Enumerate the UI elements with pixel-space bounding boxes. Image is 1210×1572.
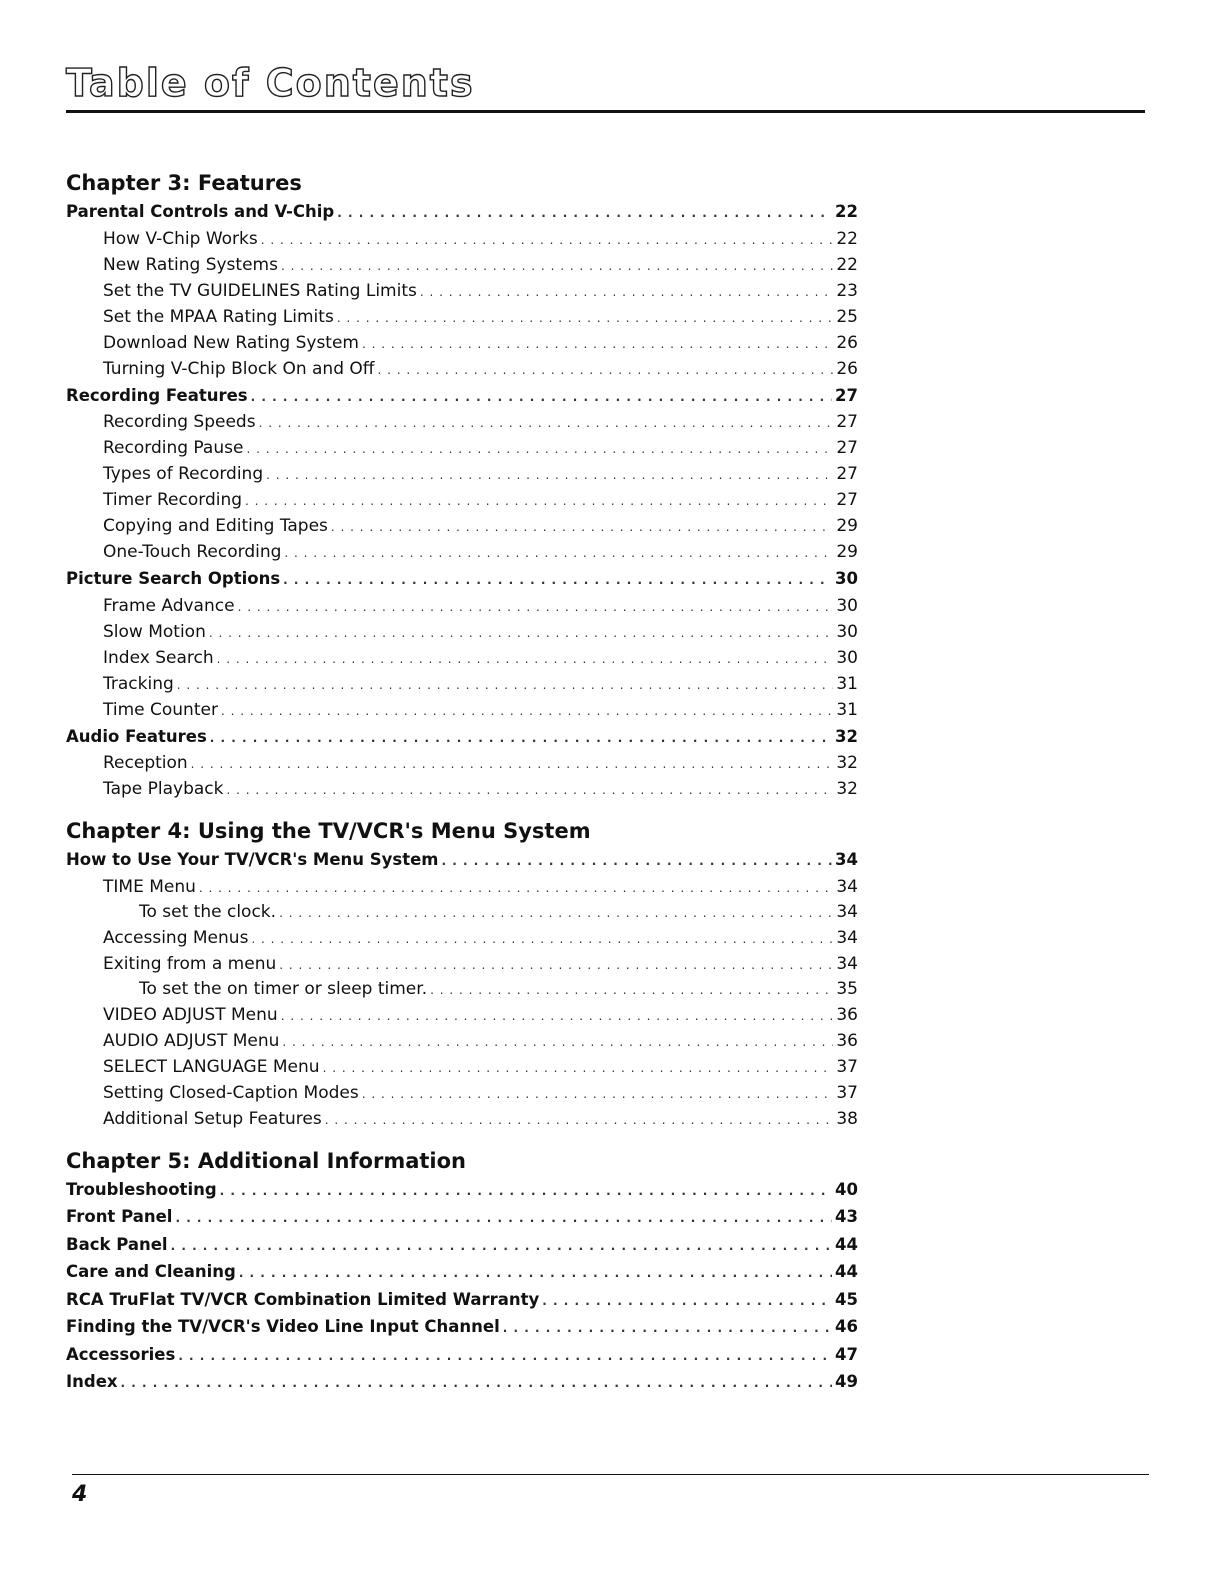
toc-entry-page: 34 xyxy=(836,876,858,897)
toc-entry[interactable] xyxy=(66,278,858,304)
toc-entry-page: 34 xyxy=(836,901,858,922)
dot-leader xyxy=(441,848,832,876)
chapter-heading: Chapter 3: Features xyxy=(66,171,302,195)
dot-leader xyxy=(420,279,834,305)
toc-entry[interactable] xyxy=(66,697,858,723)
toc-entry-label: Download New Rating System xyxy=(103,332,359,353)
toc-entry-page: 44 xyxy=(835,1262,858,1281)
toc-entry-label: Set the MPAA Rating Limits xyxy=(103,306,334,327)
toc-entry-label: Parental Controls and V-Chip xyxy=(66,202,335,221)
toc-entry-page: 32 xyxy=(836,753,858,773)
toc-entry-page: 27 xyxy=(836,464,858,484)
dot-leader xyxy=(378,357,834,383)
toc-entry[interactable] xyxy=(66,619,858,645)
dot-leader xyxy=(503,1315,832,1343)
toc-entry-page: 30 xyxy=(835,569,858,588)
chapter-heading: Chapter 5: Additional Information xyxy=(66,1148,466,1173)
toc-entry-label: Time Counter xyxy=(103,699,218,720)
toc-entry-label: Reception xyxy=(103,753,188,773)
toc-entry-page: 23 xyxy=(836,280,858,301)
toc-entry-label: AUDIO ADJUST Menu xyxy=(103,1030,280,1051)
toc-entry-label: Index xyxy=(66,1372,118,1391)
dot-leader xyxy=(337,200,832,228)
toc-entry-label: Finding the TV/VCR's Video Line Input Channel xyxy=(66,1317,500,1336)
toc-entry[interactable] xyxy=(66,1313,858,1341)
toc-entry[interactable] xyxy=(66,723,858,751)
dot-leader xyxy=(281,1003,834,1029)
toc-entry[interactable] xyxy=(66,776,858,802)
dot-leader xyxy=(323,1055,834,1081)
toc-entry-page: 22 xyxy=(836,254,858,275)
toc-entry[interactable] xyxy=(66,513,858,539)
dot-leader xyxy=(283,567,832,595)
toc-entry[interactable] xyxy=(66,1258,858,1286)
dot-leader xyxy=(246,436,833,462)
dot-leader xyxy=(266,462,833,488)
toc-entry-label: Audio Features xyxy=(66,726,207,746)
toc-entry-page: 44 xyxy=(835,1234,858,1254)
toc-entry-label: Accessing Menus xyxy=(103,927,249,948)
toc-entry-page: 26 xyxy=(836,358,858,379)
dot-leader xyxy=(251,384,832,412)
toc-entry-page: 31 xyxy=(836,699,858,720)
toc-entry-page: 43 xyxy=(835,1207,858,1226)
dot-leader xyxy=(284,540,833,566)
toc-entry-label: Additional Setup Features xyxy=(103,1108,322,1129)
toc-entry-label: To set the on timer or sleep timer. xyxy=(139,978,428,999)
page-number: 4 xyxy=(72,1482,88,1507)
toc-entry-label: How V-Chip Works xyxy=(103,228,258,249)
toc-entry-label: How to Use Your TV/VCR's Menu System xyxy=(66,850,439,869)
toc-entry[interactable] xyxy=(66,1080,858,1106)
toc-entry-label: Tape Playback xyxy=(103,779,224,799)
toc-entry-page: 37 xyxy=(836,1082,858,1103)
dot-leader xyxy=(217,646,834,672)
toc-entry[interactable] xyxy=(66,487,858,513)
toc-entry-page: 49 xyxy=(835,1372,858,1391)
toc-entry[interactable] xyxy=(66,304,858,330)
toc-entry[interactable] xyxy=(66,593,858,619)
toc-entry[interactable] xyxy=(66,1286,858,1314)
dot-leader xyxy=(199,875,833,901)
toc-entry-label: Accessories xyxy=(66,1344,176,1364)
toc-entry-label: Timer Recording xyxy=(103,490,243,510)
toc-entry[interactable] xyxy=(66,461,858,487)
toc-entry-label: New Rating Systems xyxy=(103,254,278,275)
toc-entry[interactable] xyxy=(66,539,858,565)
table-of-contents xyxy=(66,168,858,1396)
toc-entry-label: Recording Features xyxy=(66,385,248,405)
toc-entry-page: 30 xyxy=(836,595,858,616)
toc-entry[interactable] xyxy=(66,1002,858,1028)
dot-leader xyxy=(279,901,833,926)
toc-entry-page: 27 xyxy=(836,490,858,510)
toc-entry[interactable] xyxy=(66,252,858,278)
toc-entry[interactable] xyxy=(66,409,858,435)
toc-entry-label: Types of Recording xyxy=(103,464,264,484)
dot-leader xyxy=(245,488,833,514)
dot-leader xyxy=(191,751,834,777)
toc-entry-label: Copying and Editing Tapes xyxy=(103,516,328,536)
toc-entry-label: Front Panel xyxy=(66,1207,173,1226)
toc-entry[interactable] xyxy=(66,382,858,410)
toc-entry-label: One-Touch Recording xyxy=(103,542,282,562)
toc-entry-label: Exiting from a menu xyxy=(103,953,277,974)
dot-leader xyxy=(331,514,833,540)
toc-entry-page: 29 xyxy=(836,516,858,536)
toc-entry[interactable] xyxy=(66,1106,858,1132)
toc-entry-label: Turning V-Chip Block On and Off xyxy=(103,358,375,379)
toc-entry-page: 46 xyxy=(835,1317,858,1336)
toc-entry[interactable] xyxy=(66,925,858,951)
toc-entry[interactable] xyxy=(66,435,858,461)
dot-leader xyxy=(282,1029,833,1055)
toc-entry[interactable] xyxy=(66,645,858,671)
dot-leader xyxy=(178,1343,832,1371)
toc-entry-label: Set the TV GUIDELINES Rating Limits xyxy=(103,280,417,301)
toc-entry[interactable] xyxy=(66,1028,858,1054)
page-title: Table of Contents xyxy=(66,61,475,105)
title-divider xyxy=(66,110,1145,113)
toc-entry[interactable] xyxy=(66,846,858,874)
toc-entry[interactable] xyxy=(66,1176,858,1204)
toc-entry[interactable] xyxy=(66,951,858,977)
dot-leader xyxy=(239,1260,832,1288)
toc-entry-label: Tracking xyxy=(103,673,174,694)
dot-leader xyxy=(177,672,834,698)
toc-entry[interactable] xyxy=(66,1231,858,1259)
dot-leader xyxy=(251,926,833,952)
toc-entry[interactable] xyxy=(66,671,858,697)
toc-entry-page: 34 xyxy=(836,953,858,974)
toc-entry[interactable] xyxy=(66,1368,858,1396)
toc-entry-page: 27 xyxy=(836,438,858,458)
toc-entry-page: 35 xyxy=(836,978,858,999)
toc-entry-label: RCA TruFlat TV/VCR Combination Limited Warranty xyxy=(66,1289,540,1309)
dot-leader xyxy=(362,331,833,357)
dot-leader xyxy=(171,1233,832,1261)
dot-leader xyxy=(325,1107,834,1133)
chapter-heading: Chapter 4: Using the TV/VCR's Menu System xyxy=(66,819,591,843)
toc-entry-label: Index Search xyxy=(103,647,214,668)
toc-entry-label: To set the clock. xyxy=(139,901,277,922)
dot-leader xyxy=(337,305,834,331)
dot-leader xyxy=(210,725,832,753)
toc-entry-label: Back Panel xyxy=(66,1234,168,1254)
toc-entry-page: 27 xyxy=(836,412,858,432)
toc-entry[interactable] xyxy=(66,874,858,900)
toc-entry-page: 30 xyxy=(836,647,858,668)
toc-entry-page: 31 xyxy=(836,673,858,694)
toc-entry-label: SELECT LANGUAGE Menu xyxy=(103,1056,320,1077)
toc-entry-page: 26 xyxy=(836,332,858,353)
toc-entry-label: VIDEO ADJUST Menu xyxy=(103,1004,278,1025)
toc-entry-page: 30 xyxy=(836,621,858,642)
toc-entry[interactable] xyxy=(66,198,858,226)
dot-leader xyxy=(227,777,834,803)
toc-entry-label: Slow Motion xyxy=(103,621,206,642)
dot-leader xyxy=(279,952,833,978)
toc-entry[interactable] xyxy=(66,1054,858,1080)
toc-entry-page: 47 xyxy=(835,1344,858,1364)
toc-entry-page: 22 xyxy=(835,202,858,221)
toc-entry[interactable] xyxy=(66,900,858,925)
toc-entry-page: 25 xyxy=(836,306,858,327)
toc-entry-page: 22 xyxy=(836,228,858,249)
toc-entry-label: TIME Menu xyxy=(103,876,196,897)
dot-leader xyxy=(362,1081,834,1107)
toc-entry-label: Care and Cleaning xyxy=(66,1262,236,1281)
toc-entry-page: 32 xyxy=(836,779,858,799)
dot-leader xyxy=(220,1178,832,1206)
dot-leader xyxy=(259,410,834,436)
toc-entry[interactable] xyxy=(66,356,858,382)
toc-entry-page: 32 xyxy=(835,726,858,746)
toc-entry[interactable] xyxy=(66,1341,858,1369)
toc-entry-page: 36 xyxy=(836,1004,858,1025)
toc-entry-label: Recording Speeds xyxy=(103,412,256,432)
toc-entry[interactable] xyxy=(66,226,858,252)
toc-entry-page: 27 xyxy=(835,385,858,405)
toc-entry-label: Recording Pause xyxy=(103,438,244,458)
toc-entry[interactable] xyxy=(66,1203,858,1231)
dot-leader xyxy=(238,594,834,620)
toc-entry-label: Picture Search Options xyxy=(66,569,281,588)
toc-entry-page: 45 xyxy=(835,1289,858,1309)
footer-divider xyxy=(72,1474,1149,1475)
toc-entry-page: 34 xyxy=(836,927,858,948)
dot-leader xyxy=(221,698,833,724)
toc-entry-label: Troubleshooting xyxy=(66,1179,217,1199)
toc-entry-page: 40 xyxy=(835,1179,858,1199)
toc-entry-page: 38 xyxy=(836,1108,858,1129)
dot-leader xyxy=(209,620,834,646)
dot-leader xyxy=(261,227,834,253)
toc-entry[interactable] xyxy=(66,750,858,776)
dot-leader xyxy=(121,1370,833,1398)
toc-entry[interactable] xyxy=(66,330,858,356)
dot-leader xyxy=(281,253,833,279)
toc-entry-page: 29 xyxy=(836,542,858,562)
dot-leader xyxy=(430,978,833,1003)
toc-entry-page: 36 xyxy=(836,1030,858,1051)
toc-entry-page: 37 xyxy=(836,1056,858,1077)
dot-leader xyxy=(175,1205,832,1233)
dot-leader xyxy=(542,1288,832,1316)
toc-entry[interactable] xyxy=(66,977,858,1002)
toc-entry-label: Setting Closed-Caption Modes xyxy=(103,1082,359,1103)
toc-entry[interactable] xyxy=(66,565,858,593)
toc-entry-page: 34 xyxy=(835,850,858,869)
toc-entry-label: Frame Advance xyxy=(103,595,235,616)
